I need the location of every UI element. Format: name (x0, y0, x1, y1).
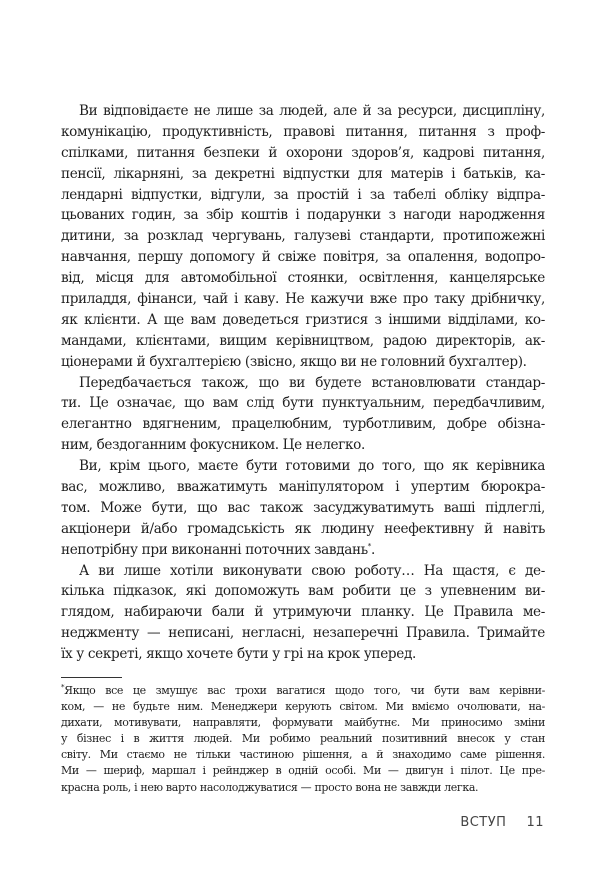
text-line (61, 623, 545, 644)
line-text: дихати, мотивувати, направляти, формувати майбутнє. Ми приносимо зміни (61, 716, 545, 730)
footnote-line (61, 699, 545, 715)
text-line (61, 414, 545, 435)
text-line (61, 122, 545, 143)
line-text: як клієнти. А ще вам доведеться гризтися з іншими відділами, ко- (61, 311, 545, 328)
line-text: їх у секреті, якщо хочете бути у грі на крок уперед. (61, 646, 416, 663)
text-line (61, 331, 545, 352)
text-line (61, 540, 545, 561)
running-footer (460, 815, 544, 830)
line-text: лендарні відпустки, відгули, за простій і за табелі обліку відпра- (61, 186, 545, 203)
body-text (61, 101, 545, 665)
line-text: дитини, за розклад чергувань, галузеві стандарти, протипожежні (61, 228, 545, 245)
line-text: Ви відповідаєте не лише за людей, але й за ресурси, дисципліну, (79, 103, 545, 119)
line-text: світу. Ми стаємо не тільки частиною рішення, а й знаходимо саме рішення. (61, 748, 545, 762)
footnote-line (61, 731, 545, 747)
text-line (61, 352, 545, 373)
line-text: цьованих годин, за збір коштів і подарунки з нагоди народження (61, 207, 545, 224)
line-text: акціонери й/або громадськість як людину неефективну й навіть (61, 520, 545, 537)
line-text: А ви лише хотіли виконувати свою роботу… На щастя, є де- (79, 562, 545, 579)
text-line (61, 205, 545, 226)
line-text: красна роль, і нею варто насолоджуватися — просто вона не завжди легка. (61, 780, 479, 794)
text-line (61, 477, 545, 498)
line-text: непотрібну при виконанні поточних завдань (61, 541, 368, 558)
line-text: кілька підказок, які допоможуть вам робити це з упевненим ви- (61, 583, 545, 600)
text-line (61, 644, 545, 665)
text-line (61, 247, 545, 268)
text-line (61, 373, 545, 394)
line-text: Ми — шериф, маршал і рейнджер в одній особі. Ми — двигун і пілот. Це пре- (61, 764, 545, 778)
text-line (61, 164, 545, 185)
footnote-line (61, 780, 545, 796)
page-number: 11 (526, 815, 544, 830)
paragraph (61, 101, 545, 373)
text-line (61, 456, 545, 477)
line-text: вас, можливо, вважатимуть маніпулятором і упертим бюрокра- (61, 479, 545, 496)
paragraph (61, 561, 545, 665)
text-line (61, 602, 545, 623)
footnote-line (61, 763, 545, 779)
line-text: ком, — не будьте ним. Менеджери керують світом. Ми вміємо очолювати, на- (61, 700, 545, 714)
line-text: ти. Це означає, що вам слід бути пунктуальним, передбачливим, (61, 395, 545, 412)
text-line (61, 561, 545, 582)
footnote-marker: * (61, 683, 65, 692)
text-line (61, 101, 545, 122)
text-line (61, 581, 545, 602)
line-text: том. Може бути, що вас також засуджуватимуть ваші підлеглі, (61, 499, 545, 516)
text-line (61, 519, 545, 540)
line-text: глядом, набираючи бали й утримуючи планку. Це Правила ме- (61, 604, 545, 621)
text-line (61, 226, 545, 247)
line-text: Передбачається також, що ви будете встановлювати стандар- (79, 374, 545, 391)
line-text: від, місця для автомобільної стоянки, освітлення, канцелярське (61, 270, 545, 287)
line-text: навчання, першу допомогу й свіже повітря, за опалення, водопро- (61, 249, 545, 266)
text-line (61, 393, 545, 414)
line-text: спілками, питання безпеки й охорони здоров’я, кадрові питання, (61, 144, 545, 161)
text-line (61, 435, 545, 456)
line-text: пенсії, лікарняні, за декретні відпустки для матерів і батьків, ка- (61, 165, 545, 182)
line-text: приладдя, фінанси, чай і каву. Не кажучи вже про таку дрібничку, (61, 291, 545, 308)
line-text: мандами, клієнтами, вищим керівництвом, радою директорів, ак- (61, 332, 545, 349)
line-text: неджменту — неписані, негласні, незаперечні Правила. Тримайте (61, 625, 545, 642)
footnote-line (61, 747, 545, 763)
footnote-divider (61, 677, 122, 678)
text-line (61, 268, 545, 289)
section-title: ВСТУП (460, 815, 507, 830)
line-text: у бізнес і в життя людей. Ми робимо реальний позитивний внесок у стан (61, 732, 545, 746)
line-text: ціонерами й бухгалтерією (звісно, якщо ви не головний бухгалтер). (61, 353, 527, 370)
punctuation: . (370, 541, 375, 558)
footnote-line (61, 715, 545, 731)
text-line (61, 498, 545, 519)
paragraph (61, 373, 545, 457)
text-line (61, 310, 545, 331)
line-text: Якщо все це змушує вас трохи вагатися щодо того, чи бути вам керівни- (64, 684, 545, 697)
footnote (61, 683, 545, 796)
line-text: комунікацію, продуктивність, правові питання, питання з проф- (61, 123, 545, 140)
line-text: елегантно вдягненим, працелюбним, турботливим, добре обізна- (61, 416, 545, 433)
paragraph (61, 456, 545, 560)
text-line (61, 185, 545, 206)
footnote-reference[interactable]: * (367, 542, 371, 551)
text-line (61, 143, 545, 164)
line-text: ним, бездоганним фокусником. Це нелегко. (61, 437, 365, 454)
text-line (61, 289, 545, 310)
line-text: Ви, крім цього, маєте бути готовими до того, що як керівника (79, 458, 545, 475)
footnote-line (61, 683, 545, 699)
